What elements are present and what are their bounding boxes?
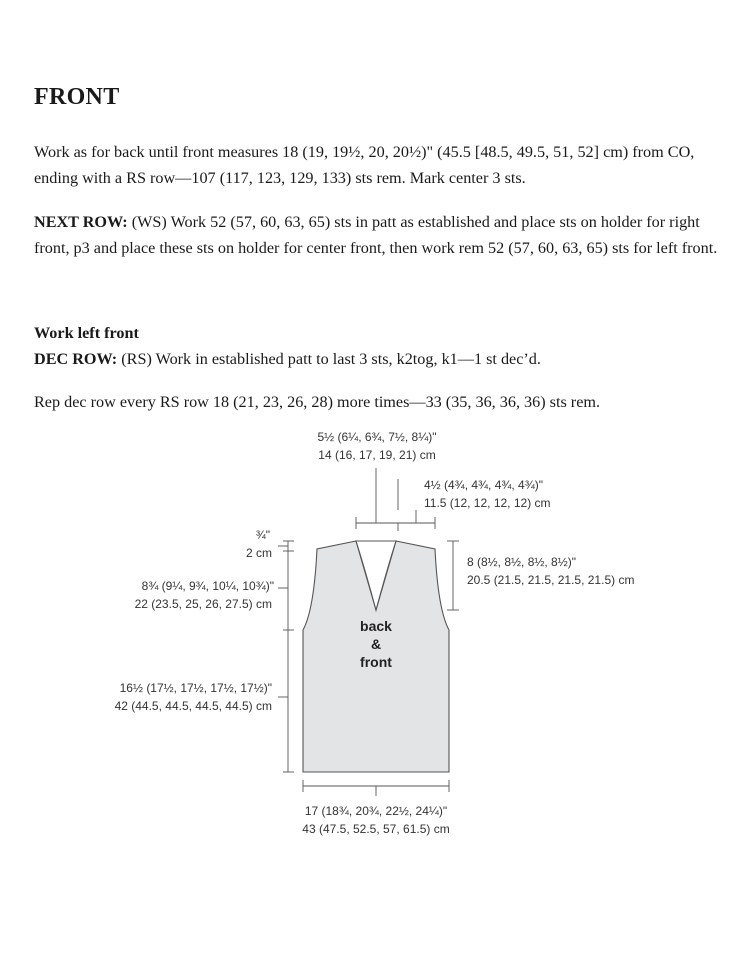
body-length-in-label: 16½ (17½, 17½, 17½, 17½)": [119, 681, 272, 695]
shoulder-width-in-label: 4½ (4¾, 4¾, 4¾, 4¾)": [424, 478, 543, 492]
page-title: FRONT: [34, 84, 120, 110]
dec-row-text: (RS) Work in established patt to last 3 sts, k2tog, k1—1 st dec’d.: [117, 350, 541, 368]
instruction-front-length: Work as for back until front measures 18 (19, 19½, 20, 20½)" (45.5 [48.5, 49.5, 51, 52] cm) from CO, ending with a RS row—107 (117, 123, 129, 133) sts rem. Mark center 3 sts.: [34, 143, 695, 187]
neck-depth-dimension: [447, 541, 459, 610]
piece-label-front: front: [360, 654, 392, 670]
left-front-heading: Work left front: [34, 324, 139, 342]
width-cm-label: 43 (47.5, 52.5, 57, 61.5) cm: [302, 822, 450, 836]
width-in-label: 17 (18¾, 20¾, 22½, 24¼)": [304, 804, 448, 818]
body-length-cm-label: 42 (44.5, 44.5, 44.5, 44.5) cm: [114, 699, 272, 713]
next-row-label: NEXT ROW:: [34, 213, 128, 231]
neck-width-cm-label: 14 (16, 17, 19, 21) cm: [318, 448, 436, 462]
next-row-text: (WS) Work 52 (57, 60, 63, 65) sts in patt as established and place sts on holder for right front, p3 and place these sts on holder for center front, then work rem 52 (57, 60, 63, 65) sts for left front.: [34, 213, 718, 257]
armhole-depth-in-label: 8¾ (9¼, 9¾, 10¼, 10¾)": [141, 579, 274, 593]
width-dimension: [303, 780, 449, 796]
armhole-depth-cm-label: 22 (23.5, 25, 26, 27.5) cm: [134, 597, 272, 611]
shoulder-slope-in-label: ¾": [255, 528, 270, 542]
neck-width-in-label: 5½ (6¼, 6¾, 7½, 8¼)": [317, 430, 437, 444]
instruction-repeat-dec: Rep dec row every RS row 18 (21, 23, 26, 28) more times—33 (35, 36, 36, 36) sts rem.: [34, 393, 601, 411]
neck-depth-in-label: 8 (8½, 8½, 8½, 8½)": [467, 555, 576, 569]
armhole-depth-dimension: [278, 551, 294, 630]
piece-label-back: back: [360, 618, 392, 634]
shoulder-width-cm-label: 11.5 (12, 12, 12, 12) cm: [424, 496, 551, 510]
shoulder-slope-cm-label: 2 cm: [245, 546, 272, 560]
dec-row-label: DEC ROW:: [34, 350, 118, 368]
shoulder-slope-dimension: [278, 541, 294, 551]
neck-depth-cm-label: 20.5 (21.5, 21.5, 21.5, 21.5) cm: [467, 573, 635, 587]
body-length-dimension: [278, 630, 294, 772]
piece-label-amp: &: [370, 636, 382, 652]
